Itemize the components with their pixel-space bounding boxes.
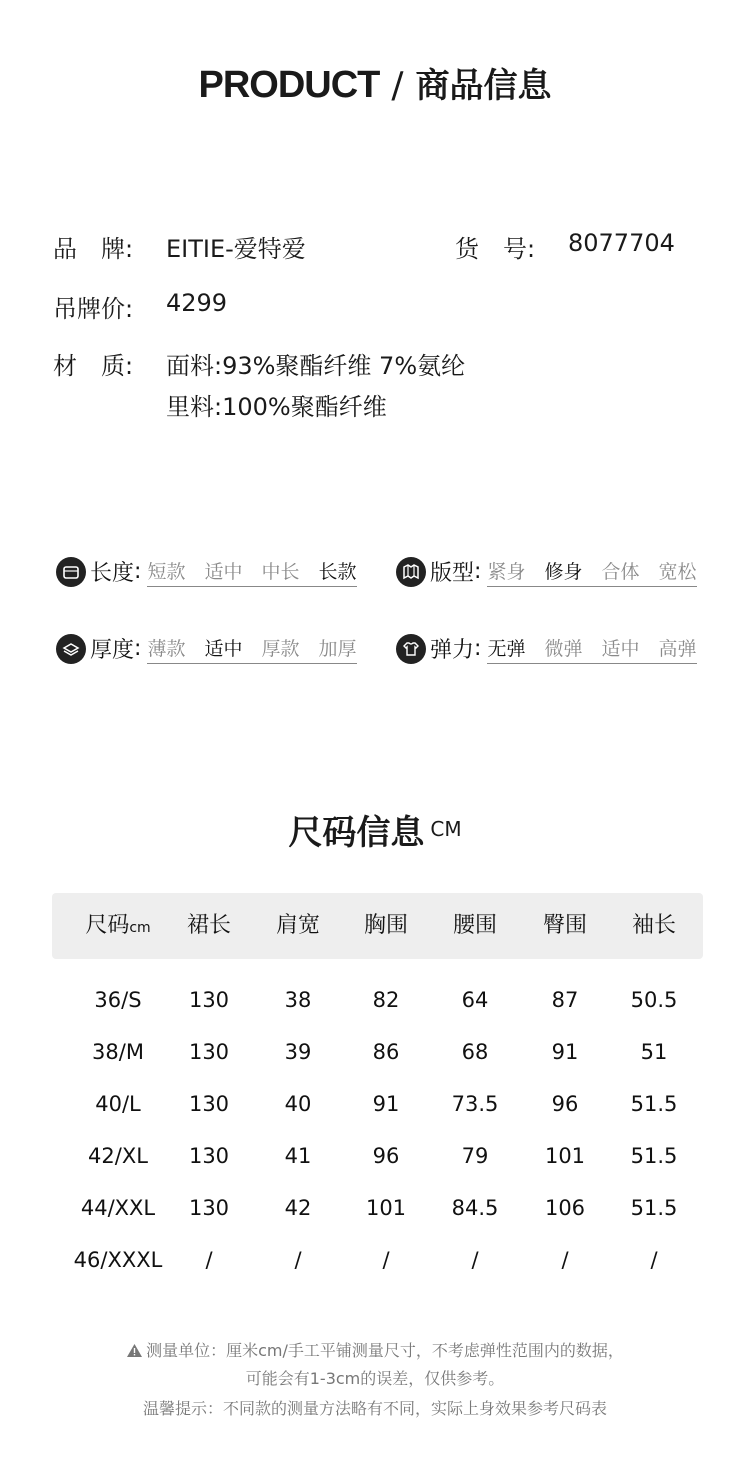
sku-label: 货 号: [455,235,536,263]
option-tight: 紧身 [487,560,526,583]
fit-shape-icon [396,557,426,587]
table-cell: 40 [284,1092,312,1116]
option-thin: 薄款 [147,637,186,660]
option-medium: 适中 [204,560,243,583]
material-lining: 里料:100%聚酯纤维 [166,393,387,421]
table-cell: 106 [544,1196,586,1220]
option-short: 短款 [147,560,186,583]
attr-fit [396,556,697,587]
option-slight-stretch: 微弹 [544,637,583,660]
size-section-title [0,805,750,854]
table-cell: 51 [640,1040,668,1064]
brand-value: EITIE-爱特爱 [166,235,306,263]
table-cell: 130 [188,1040,230,1064]
attr-elasticity-label: 弹力 [430,638,475,663]
option-high-stretch: 高弹 [658,637,697,660]
header-hip: 臀围 [542,913,587,938]
table-row-size: 44/XXL [80,1196,156,1220]
material-outer: 面料:93%聚酯纤维 7%氨纶 [166,352,466,380]
option-no-stretch-selected: 无弹 [487,637,526,660]
table-cell: 101 [365,1196,407,1220]
table-cell: 84.5 [451,1196,499,1220]
table-cell: 39 [284,1040,312,1064]
header-waist: 腰围 [452,913,497,938]
attr-fit-colon: : [474,559,482,584]
table-row-size: 36/S [94,988,142,1012]
table-row-size: 42/XL [88,1144,148,1168]
title-cn: 商品信息 [415,66,552,106]
header-sleeve: 袖长 [631,913,676,938]
table-cell: 101 [544,1144,586,1168]
measurement-note [0,1338,750,1362]
attr-length [56,556,357,587]
table-cell: / [471,1248,479,1272]
table-cell: 130 [188,1196,230,1220]
attr-thickness [56,633,357,664]
table-cell: 41 [284,1144,312,1168]
header-size-text: 尺码 [85,913,130,938]
table-cell: 50.5 [630,988,678,1012]
option-extra-thick: 加厚 [318,637,357,660]
attr-thickness-colon: : [134,636,142,661]
table-cell: 91 [372,1092,400,1116]
warning-icon [126,1343,143,1362]
option-thick: 厚款 [261,637,300,660]
table-cell: 38 [284,988,312,1012]
table-cell: 96 [551,1092,579,1116]
sku-value: 8077704 [568,229,675,257]
table-cell: / [650,1248,658,1272]
attr-elasticity [396,633,697,664]
option-regular: 合体 [601,560,640,583]
table-cell: / [561,1248,569,1272]
attr-length-options [147,557,356,587]
title-en: PRODUCT [198,64,380,106]
attr-length-label: 长度 [90,561,135,586]
attr-thickness-label: 厚度 [90,638,135,663]
table-cell: 51.5 [630,1144,678,1168]
table-cell: 96 [372,1144,400,1168]
table-cell: 51.5 [630,1196,678,1220]
option-slim-selected: 修身 [544,560,583,583]
option-mid-long: 中长 [261,560,300,583]
note-line-1: 测量单位：厘米cm/手工平铺测量尺寸，不考虑弹性范围内的数据， [146,1341,624,1360]
table-cell: 130 [188,988,230,1012]
table-cell: 82 [372,988,400,1012]
size-title-text: 尺码信息 [288,813,425,853]
table-row-size: 46/XXXL [73,1248,163,1272]
price-value: 4299 [166,289,228,317]
header-shoulder: 肩宽 [275,913,320,938]
size-table-header [52,893,703,959]
option-long-selected: 长款 [318,560,357,583]
attr-elasticity-colon: : [474,636,482,661]
note-line-2: 可能会有1-3cm的误差，仅供参考。 [245,1369,505,1388]
attr-elasticity-options [487,634,696,664]
attr-length-colon: : [134,559,142,584]
attr-fit-label: 版型 [430,561,475,586]
table-cell: 42 [284,1196,312,1220]
header-bust: 胸围 [363,913,408,938]
table-cell: 79 [461,1144,489,1168]
table-cell: 87 [551,988,579,1012]
table-cell: 73.5 [451,1092,499,1116]
page-title [0,58,750,107]
header-size-unit: cm [129,920,151,936]
fabric-layers-icon [56,634,86,664]
table-cell: 64 [461,988,489,1012]
table-cell: 51.5 [630,1092,678,1116]
note-line-3: 温馨提示：不同款的测量方法略有不同，实际上身效果参考尺码表 [142,1399,607,1418]
title-separator: / [391,65,404,106]
attr-thickness-options [147,634,356,664]
material-label: 材 质: [53,352,134,380]
table-cell: 91 [551,1040,579,1064]
table-cell: 130 [188,1092,230,1116]
table-cell: 130 [188,1144,230,1168]
table-cell: 86 [372,1040,400,1064]
shirt-stretch-icon [396,634,426,664]
table-cell: / [382,1248,390,1272]
header-size [73,893,163,959]
table-row-size: 38/M [92,1040,144,1064]
price-label: 吊牌价: [53,295,134,323]
option-moderate-selected: 适中 [204,637,243,660]
table-cell: / [205,1248,213,1272]
option-medium-stretch: 适中 [601,637,640,660]
table-cell: / [294,1248,302,1272]
table-cell: 68 [461,1040,489,1064]
header-skirt-length: 裙长 [186,913,231,938]
attr-fit-options [487,557,696,587]
option-loose: 宽松 [658,560,697,583]
dress-length-icon [56,557,86,587]
table-row-size: 40/L [95,1092,141,1116]
size-title-unit: CM [430,817,462,841]
brand-label: 品 牌: [53,235,134,263]
